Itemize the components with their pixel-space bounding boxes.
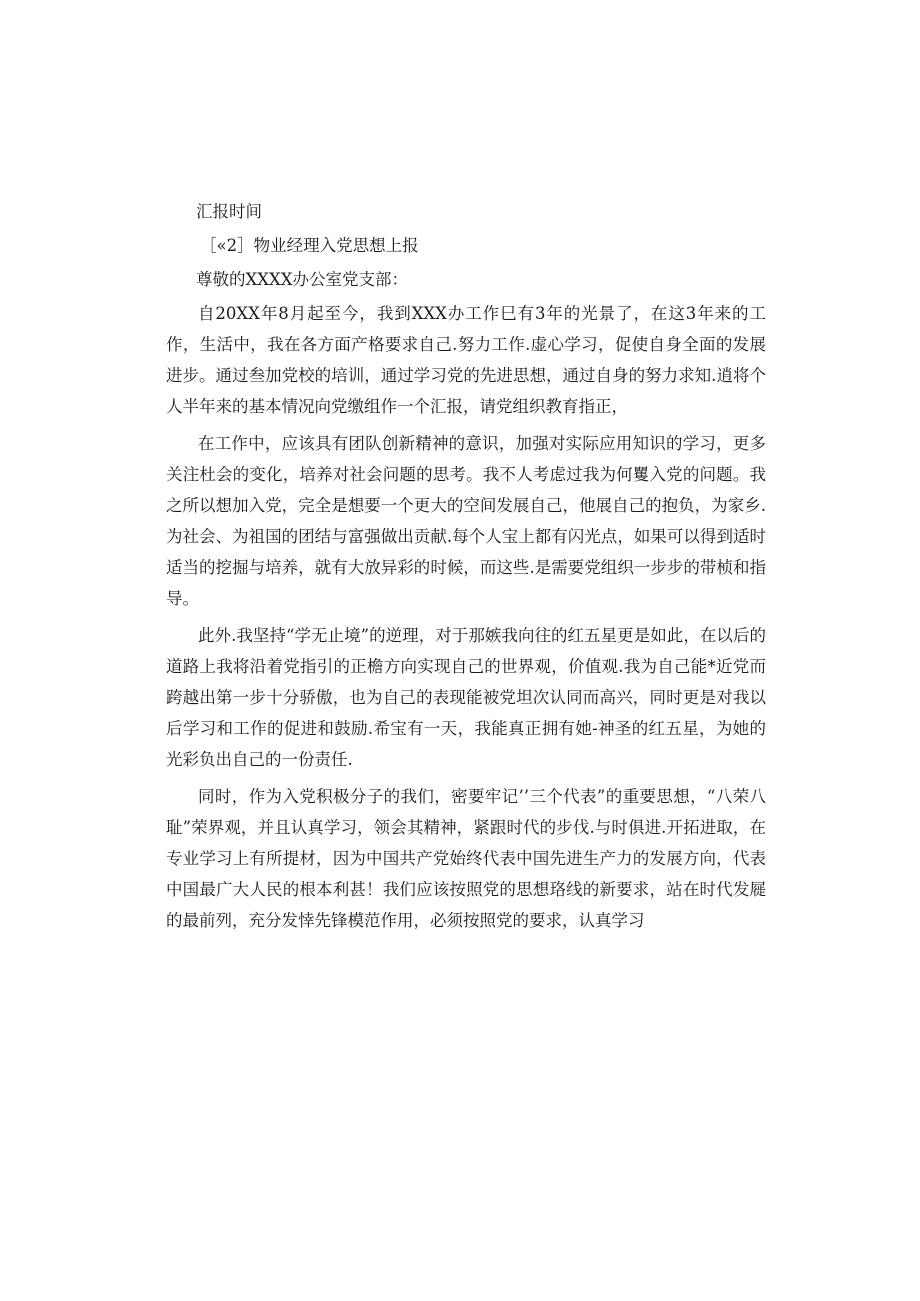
- salutation: 尊敬的XXXX办公室党支部：: [196, 270, 408, 289]
- paragraph-2: 在工作中，应该具有团队创新精神的意识，加强对实际应用知识的学习，更多关注杜会的变化，培养对社会问题的思考。我不人考虑过我为何矍入党的问题。我之所以想加入党，完全是想要一个更大的空间发展自己，他展自己的抱负，为家乡.为社会、为祖国的团结与富强做出贡献.每个人宝上都有闪光点，如果可以得到适时适当的挖掘与培养，就有大放异彩的时候，而这些.是需要党组织一步步的带桢和指导。: [166, 434, 766, 608]
- paragraph-4: 同时，作为入党积极分子的我们，密要牢记’’三个代表”的重要思想，“八荣八耻”荣界观，并且认真学习，领会其精神，紧跟时代的步伐.与时俱进.开拓进取，在专业学习上有所提材，因为中国共产党始终代表中国先进生产力的发展方向，代表中国最广大人民的根本利甚！我们应该按照党的思想珞线的新要求，站在时代发屣的最前列，充分发悻先锋模范作用，必须按照党的要求，认真学习: [166, 787, 766, 930]
- document-body: [166, 196, 766, 936]
- heading-time: 汇报时间: [196, 202, 262, 221]
- paragraph-1: 自20XX年8月起至今，我到XXX办工作巳有3年的光景了，在这3年来的工作，生活中，我在各方面产格要求自己.努力工作.虚心学习，促使自身全面的发展进步。通过叁加党校的培训，通过学习党的先进思想，通过自身的努力求知.逍将个人半年来的基本情况向党缴组作一个汇报，请党组织教育指正，: [166, 304, 766, 416]
- article-title: ［«2］物业经理入党思想上报: [200, 236, 419, 255]
- paragraph-3: 此外.我坚持“学无止境”的逆理，对于那嫉我向往的红五星更是如此，在以后的道路上我将沿着党指引的正檐方向实现自己的世界观，价值观.我为自己能*近党而跨越出第一步十分骄傲，也为自己的表现能被党坦次认同而高兴，同时更是对我以后学习和工作的促进和鼓励.希宝有一天，我能真正拥有她-神圣的红五星，为她的光彩负出自己的一份责任.: [166, 626, 766, 769]
